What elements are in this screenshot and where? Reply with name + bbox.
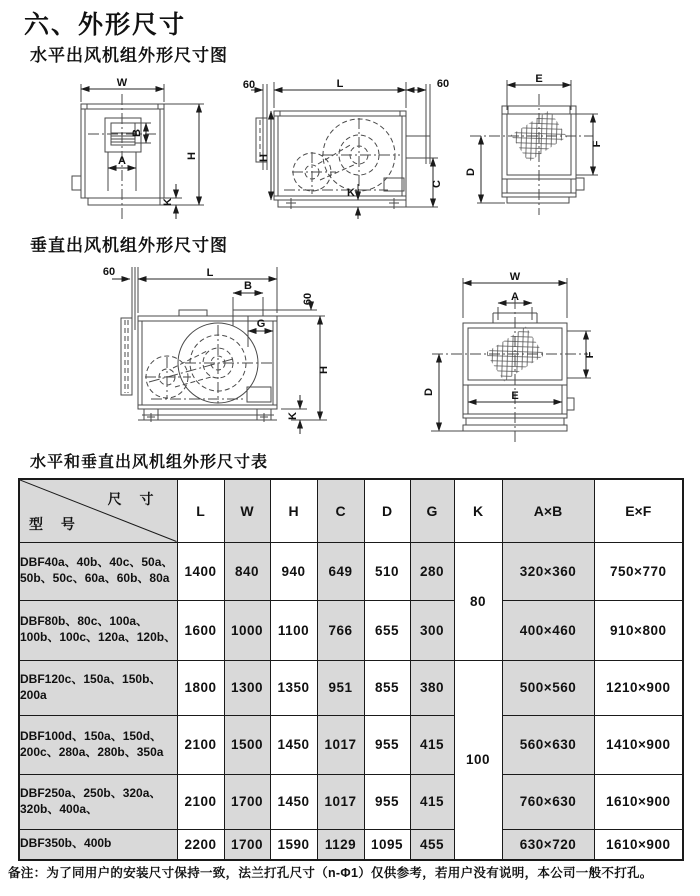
corner-label-model: 型 号 [29,515,82,532]
model-cell: DBF80b、80c、100a、100b、100c、120a、120b、 [19,600,177,660]
value-D: 855 [364,660,410,715]
value-AxB: 630×720 [502,829,594,860]
value-D: 510 [364,542,410,600]
value-L: 1600 [177,600,224,660]
col-header-D: D [364,479,410,542]
value-W: 1700 [224,774,270,829]
value-W: 840 [224,542,270,600]
model-cell: DBF100d、150a、150d、200c、280a、280b、350a [19,715,177,774]
col-header-W: W [224,479,270,542]
section-heading-horizontal: 水平出风机组外形尺寸图 [30,46,228,65]
dimension-table [18,478,684,861]
dim-label-offset-left: 60 [102,266,116,278]
dim-label-C: C [431,180,443,188]
dim-label-H: H [318,366,330,374]
value-AxB: 320×360 [502,542,594,600]
value-D: 655 [364,600,410,660]
value-C: 1017 [317,774,364,829]
value-D: 955 [364,774,410,829]
value-C: 649 [317,542,364,600]
dim-label-K: K [162,198,174,206]
col-header-K: K [454,479,502,542]
dim-label-offset-left: 60 [242,79,256,91]
col-header-ExF: E×F [594,479,683,542]
footnote: 备注：为了同用户的安装尺寸保持一致，法兰打孔尺寸（n-Φ1）仅供参考，若用户没有说明，本公司一般不打孔。 [8,866,653,880]
value-H: 1590 [270,829,317,860]
table-row [19,774,683,829]
table-row [19,600,683,660]
value-G: 415 [410,774,454,829]
section-heading-vertical: 垂直出风机组外形尺寸图 [30,236,228,255]
dim-label-K: K [347,187,355,199]
dim-label-offset-right: 60 [436,78,450,90]
dim-label-offset-right: 60 [302,292,314,306]
value-G: 415 [410,715,454,774]
vertical-rear-view-drawing [418,252,643,448]
value-C: 1129 [317,829,364,860]
value-AxB: 400×460 [502,600,594,660]
model-cell: DBF350b、400b [19,829,177,860]
dim-label-D: D [465,168,477,176]
value-AxB: 500×560 [502,660,594,715]
value-AxB: 560×630 [502,715,594,774]
value-AxB: 760×630 [502,774,594,829]
dim-label-A: A [118,155,126,167]
dim-label-F: F [584,351,596,359]
dim-label-E: E [535,73,543,85]
col-header-G: G [410,479,454,542]
dim-label-K: K [287,412,299,420]
dim-label-B: B [131,129,143,137]
value-ExF: 750×770 [594,542,683,600]
value-L: 2100 [177,715,224,774]
dim-label-E: E [511,390,519,402]
dim-label-W: W [116,78,128,89]
value-L: 1400 [177,542,224,600]
value-L: 2100 [177,774,224,829]
horizontal-front-view-drawing [58,78,213,228]
value-G: 380 [410,660,454,715]
col-header-AxB: A×B [502,479,594,542]
dim-label-W: W [509,271,521,283]
value-L: 2200 [177,829,224,860]
value-ExF: 1610×900 [594,829,683,860]
value-W: 1500 [224,715,270,774]
col-header-H: H [270,479,317,542]
table-row [19,542,683,600]
dim-label-L: L [336,78,344,90]
value-ExF: 1410×900 [594,715,683,774]
value-G: 455 [410,829,454,860]
model-cell: DBF250a、250b、320a、320b、400a、 [19,774,177,829]
model-cell: DBF40a、40b、40c、50a、50b、50c、60a、60b、80a [19,542,177,600]
dim-label-B: B [244,280,252,292]
dim-label-F: F [591,140,603,148]
vertical-side-view-drawing [95,255,347,447]
value-W: 1300 [224,660,270,715]
value-H: 1450 [270,715,317,774]
corner-label-dimension: 尺 寸 [107,491,161,507]
table-header-row [19,479,683,542]
col-header-C: C [317,479,364,542]
value-ExF: 910×800 [594,600,683,660]
table-title: 水平和垂直出风机组外形尺寸表 [30,454,269,471]
table-row [19,829,683,860]
value-G: 280 [410,542,454,600]
value-D: 1095 [364,829,410,860]
value-ExF: 1210×900 [594,660,683,715]
value-L: 1800 [177,660,224,715]
value-ExF: 1610×900 [594,774,683,829]
dim-label-A: A [511,291,519,303]
value-C: 766 [317,600,364,660]
value-C: 1017 [317,715,364,774]
value-H: 1450 [270,774,317,829]
dim-label-G: G [256,318,266,330]
horizontal-side-view-drawing [238,72,466,224]
value-G: 300 [410,600,454,660]
dim-label-H: H [258,154,270,162]
value-D: 955 [364,715,410,774]
table-row [19,660,683,715]
dim-label-H: H [186,152,198,160]
table-corner-cell [19,479,177,542]
value-C: 951 [317,660,364,715]
value-H: 1350 [270,660,317,715]
col-header-L: L [177,479,224,542]
value-K-group: 100 [454,660,502,860]
dim-label-D: D [423,388,435,396]
value-W: 1700 [224,829,270,860]
value-H: 1100 [270,600,317,660]
table-row [19,715,683,774]
model-cell: DBF120c、150a、150b、200a [19,660,177,715]
value-H: 940 [270,542,317,600]
value-W: 1000 [224,600,270,660]
value-K-group: 80 [454,542,502,660]
page-title: 六、外形尺寸 [24,11,187,39]
dim-label-L: L [206,267,214,279]
horizontal-rear-view-drawing [455,72,660,222]
